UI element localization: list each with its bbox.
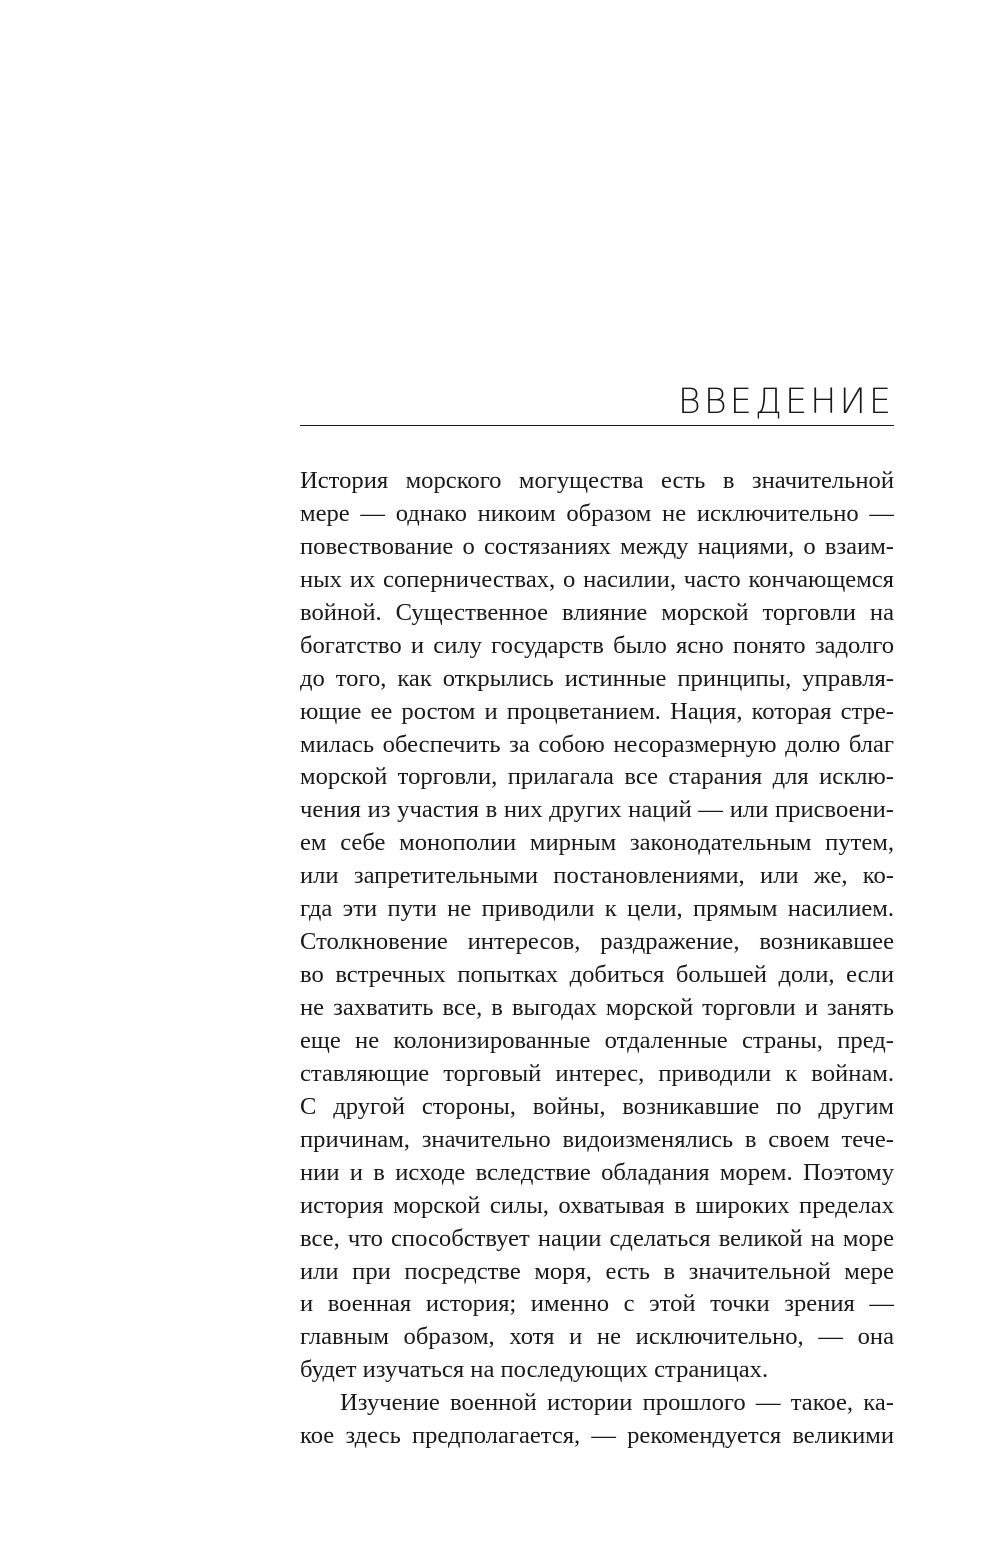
- text-line: богатство и силу государств было ясно понято задолго: [300, 631, 894, 659]
- text-line: ем себе монополии мирным законодательным путем,: [300, 829, 894, 857]
- text-line: История морского могущества есть в значительной: [300, 467, 894, 494]
- paragraph-1: [300, 465, 894, 1387]
- text-line: во встречных попытках добиться большей доли, если: [300, 961, 894, 989]
- chapter-header: [300, 380, 894, 430]
- text-line: нии и в исходе вследствие обладания морем. Поэтому: [300, 1158, 894, 1186]
- text-line: и военная история; именно с этой точки зрения —: [300, 1290, 894, 1318]
- text-line: чения из участия в них других наций — или присвоени-: [300, 796, 894, 824]
- text-line: мере — однако никоим образом не исключительно —: [300, 499, 894, 527]
- text-line: или при посредстве моря, есть в значительной мере: [300, 1257, 894, 1285]
- text-line: Столкновение интересов, раздражение, возникавшее: [300, 928, 894, 956]
- paragraph-2: [300, 1387, 894, 1453]
- text-line: еще не колонизированные отдаленные страны, пред-: [300, 1026, 894, 1054]
- text-line: или запретительными постановлениями, или же, ко-: [300, 862, 894, 890]
- text-line: до того, как открылись истинные принципы, управля-: [300, 664, 894, 692]
- text-line: все, что способствует нации сделаться великой на море: [300, 1224, 894, 1252]
- text-line: главным образом, хотя и не исключительно, — она: [300, 1323, 894, 1351]
- title-rule: [300, 425, 894, 426]
- text-line: морской торговли, прилагала все старания для исклю-: [300, 763, 894, 791]
- text-line: гда эти пути не приводили к цели, прямым насилием.: [300, 895, 894, 923]
- body-text: [300, 465, 894, 1453]
- text-line: милась обеспечить за собою несоразмерную долю благ: [300, 730, 894, 758]
- text-line: ставляющие торговый интерес, приводили к войнам.: [300, 1059, 894, 1087]
- text-line: повествование о состязаниях между нациями, о взаим-: [300, 532, 894, 560]
- text-line: не захватить все, в выгодах морской торговли и занять: [300, 994, 894, 1021]
- text-line: будет изучаться на последующих страницах.: [300, 1356, 769, 1384]
- text-line: войной. Существенное влияние морской торговли на: [300, 598, 894, 626]
- text-line: ющие ее ростом и процветанием. Нация, которая стре-: [300, 697, 894, 725]
- text-line: причинам, значительно видоизменялись в своем тече-: [300, 1125, 894, 1153]
- text-line: история морской силы, охватывая в широких пределах: [300, 1191, 894, 1219]
- text-line: С другой стороны, войны, возникавшие по другим: [300, 1092, 894, 1120]
- chapter-title: ВВЕДЕНИЕ: [677, 382, 894, 422]
- text-line: Изучение военной истории прошлого — такое, ка-: [340, 1389, 894, 1417]
- text-line: кое здесь предполагается, — рекомендуется великими: [300, 1422, 894, 1450]
- text-line: ных их соперничествах, о насилии, часто кончающемся: [300, 565, 894, 593]
